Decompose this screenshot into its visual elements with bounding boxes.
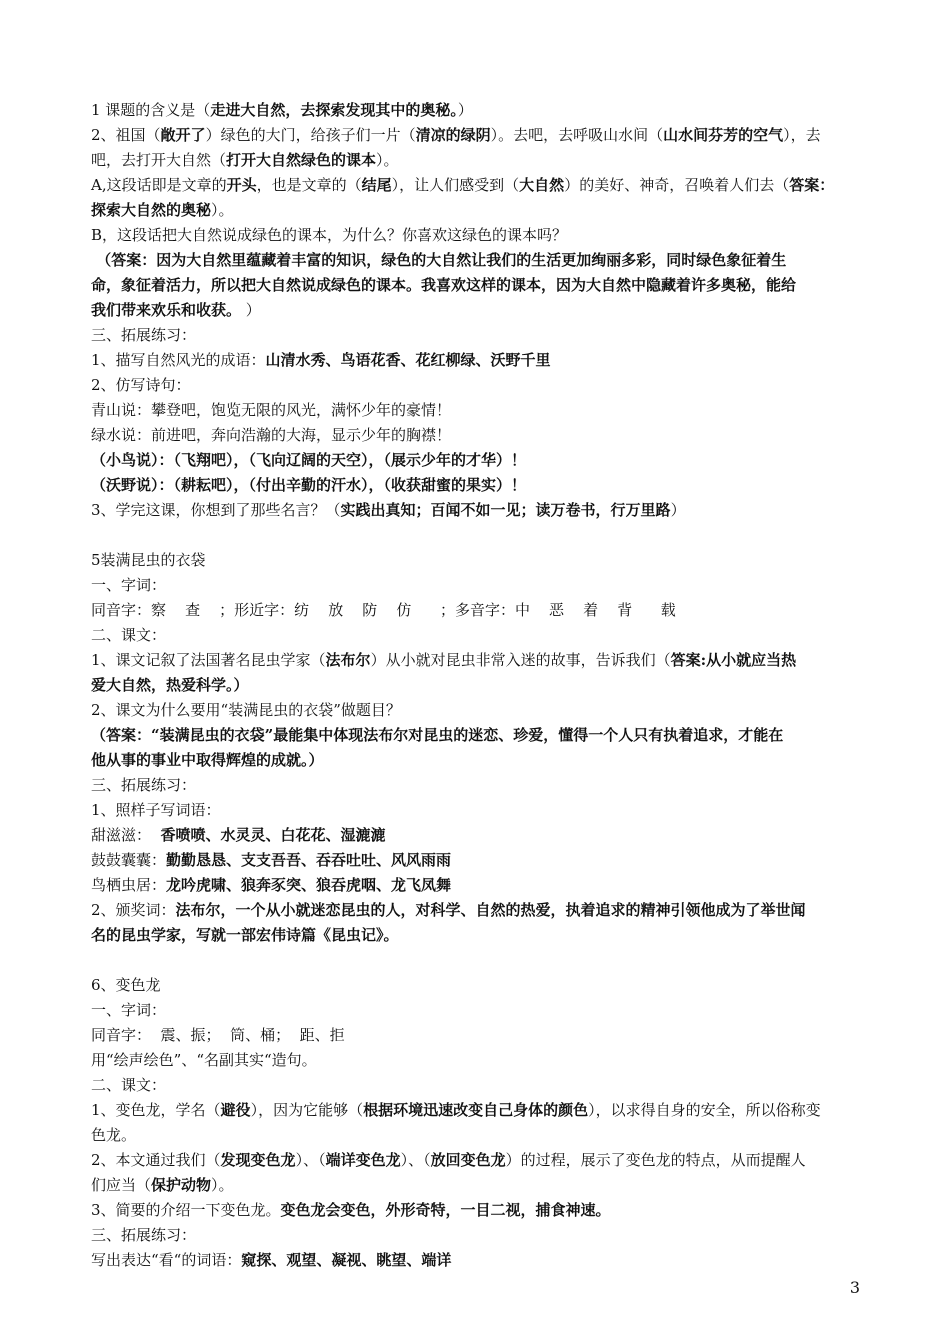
text-line [91,1173,867,1198]
text-segment: ），因为它能够（ [250,1101,364,1119]
text-segment: 鼓鼓囊囊： [91,851,167,869]
answer-text: 答案:从小就应当热 [670,651,797,669]
text-line [91,1023,867,1048]
answer-text: 走进大自然，去探索发现其中的奥秘。 [210,101,458,119]
text-line [91,448,867,473]
text-segment: 绿水说：前进吧，奔向浩瀚的大海，显示少年的胸襟！ [91,426,452,444]
text-segment: A,这段话即是文章的 [91,176,227,194]
section-gap [91,948,867,973]
text-segment: 2、课文为什么要用“装满昆虫的衣袋”做题目？ [91,701,401,719]
page-number: 3 [849,1278,860,1297]
text-line [91,1098,867,1123]
text-segment: ）。 [376,151,399,169]
text-segment: 3、学完这课，你想到了那些名言？（ [91,501,341,519]
text-line [91,473,867,498]
text-line [91,398,867,423]
text-segment: 三、拓展练习： [91,1226,197,1244]
answer-text: 实践出真知；百闻不如一见；读万卷书，行万里路 [340,501,671,519]
text-line [91,748,867,773]
text-segment: 同音字：察 查 ；形近字：纺 放 防 仿 ；多音字：中 恶 着 背 载 [91,601,676,619]
text-segment: ，也是文章的（ [256,176,362,194]
answer-text: 保护动物 [151,1176,212,1194]
text-line [91,648,867,673]
answer-text: 我们带来欢乐和收获。 [91,301,242,319]
text-line [91,873,867,898]
text-segment: 2、祖国（ [91,126,161,144]
text-segment: ）。去吧，去呼吸山水间（ [490,126,664,144]
answer-text: 勤勤恳恳、支支吾吾、吞吞吐吐、风风雨雨 [166,851,452,869]
text-line [91,623,867,648]
text-segment: ）的美好、神奇，召唤着人们去（ [564,176,790,194]
answer-text: 他从事的事业中取得辉煌的成就。） [91,751,324,769]
text-segment: 3、简要的介绍一下变色龙。 [91,1201,281,1219]
answer-text: 龙吟虎啸、狼奔豕突、狼吞虎咽、龙飞凤舞 [166,876,452,894]
text-line [91,348,867,373]
text-segment: 1、描写自然风光的成语： [91,351,266,369]
text-line [91,1048,867,1073]
text-segment: ），让人们感受到（ [391,176,520,194]
text-line [91,673,867,698]
answer-text: 结尾 [361,176,392,194]
text-line [91,598,867,623]
text-line [91,273,867,298]
text-line [91,973,867,998]
text-segment: ） [241,301,261,319]
text-line [91,323,867,348]
text-segment: 1、课文记叙了法国著名昆虫学家（ [91,651,326,669]
text-segment: 5装满昆虫的衣袋 [91,551,206,569]
answer-text: 山清水秀、鸟语花香、花红柳绿、沃野千里 [265,351,551,369]
text-line [91,98,867,123]
text-line [91,548,867,573]
text-segment: ）、（ [400,1151,431,1169]
text-segment: ）、（ [295,1151,326,1169]
answer-text: 法布尔，一个从小就迷恋昆虫的人，对科学、自然的热爱，执着追求的精神引领他成为了举世闻 [175,901,806,919]
answer-text: 开头 [226,176,257,194]
text-segment: 三、拓展练习： [91,326,197,344]
answer-text: 法布尔 [325,651,371,669]
text-line [91,773,867,798]
answer-text: 山水间芬芳的空气 [663,126,784,144]
text-line [91,898,867,923]
text-segment: 写出表达“看“的词语： [91,1251,242,1269]
text-segment: ）绿色的大门，给孩子们一片（ [205,126,416,144]
text-line [91,123,867,148]
text-line [91,498,867,523]
answer-text: （沃野说）：（耕耘吧），（付出辛勤的汗水），（收获甜蜜的果实）！ [91,476,527,494]
text-segment: ） [457,101,473,119]
answer-text: 发现变色龙 [220,1151,296,1169]
text-segment: ）的过程，展示了变色龙的特点，从而提醒人 [505,1151,806,1169]
text-segment: 用“绘声绘色”、“名副其实“造句。 [91,1051,317,1069]
answer-text: 窥探、观望、凝视、眺望、端详 [241,1251,452,1269]
answer-text: （答案：因为大自然里蕴藏着丰富的知识，绿色的大自然让我们的生活更加绚丽多彩，同时绿色象征着生 [91,251,787,269]
text-segment: ）从小就对昆虫非常入迷的故事，告诉我们（ [370,651,671,669]
text-line [91,798,867,823]
text-segment: 同音字： 震、振； 筒、桶； 距、拒 [91,1026,345,1044]
text-segment: 二、课文： [91,1076,167,1094]
answer-text: 避役 [220,1101,251,1119]
text-line [91,573,867,598]
text-line [91,1248,867,1273]
text-segment: 1、照样子写词语： [91,801,221,819]
text-segment: ），以求得自身的安全，所以俗称变 [588,1101,821,1119]
text-segment: 2、颁奖词： [91,901,176,919]
text-segment: B，这段话把大自然说成绿色的课本，为什么？你喜欢这绿色的课本吗？ [91,226,568,244]
text-segment: ）。 [211,201,234,219]
text-segment: ）。 [211,1176,234,1194]
answer-text: 根据环境迅速改变自己身体的颜色 [363,1101,589,1119]
text-line [91,848,867,873]
answer-text: 答案： [789,176,835,194]
answer-text: 爱大自然，热爱科学。） [91,676,249,694]
text-line [91,998,867,1023]
text-line [91,423,867,448]
text-line [91,248,867,273]
text-line [91,1198,867,1223]
text-segment: 色龙。 [91,1126,137,1144]
text-line [91,198,867,223]
text-segment: 1、变色龙，学名（ [91,1101,221,1119]
text-segment: 6、变色龙 [91,976,161,994]
answer-text: 命，象征着活力，所以把大自然说成绿色的课本。我喜欢这样的课本，因为大自然中隐藏着许多奥秘，能给 [91,276,797,294]
text-segment: ） [670,501,686,519]
text-segment: 三、拓展练习： [91,776,197,794]
section-gap [91,523,867,548]
answer-text: 香喷喷、水灵灵、白花花、湿漉漉 [160,826,386,844]
text-line [91,223,867,248]
answer-text: 探索大自然的奥秘 [91,201,212,219]
text-segment: 二、课文： [91,626,167,644]
text-line [91,298,867,323]
answer-text: 敞开了 [160,126,206,144]
text-line [91,1148,867,1173]
answer-text: 名的昆虫学家，写就一部宏伟诗篇《昆虫记》。 [91,926,399,944]
text-line [91,698,867,723]
answer-text: 放回变色龙 [430,1151,506,1169]
text-segment: ），去 [783,126,821,144]
text-segment: 2、仿写诗句： [91,376,191,394]
document-body [91,98,867,1273]
text-segment: 们应当（ [91,1176,152,1194]
text-segment: 吧，去打开大自然（ [91,151,227,169]
text-line [91,1073,867,1098]
text-line [91,723,867,748]
text-line [91,1223,867,1248]
text-line [91,148,867,173]
answer-text: 端详变色龙 [325,1151,401,1169]
answer-text: 打开大自然绿色的课本 [226,151,377,169]
answer-text: （小鸟说）：（飞翔吧），（飞向辽阔的天空），（展示少年的才华）！ [91,451,527,469]
text-segment: 青山说：攀登吧，饱览无限的风光，满怀少年的豪情！ [91,401,452,419]
text-line [91,173,867,198]
text-segment: 2、本文通过我们（ [91,1151,221,1169]
text-segment: 甜滋滋： [91,826,161,844]
answer-text: 清凉的绿阴 [415,126,491,144]
text-segment: 1 课题的含义是（ [91,101,211,119]
answer-text: 变色龙会变色，外形奇特，一目二视，捕食神速。 [280,1201,611,1219]
answer-text: 大自然 [519,176,565,194]
text-segment: 鸟栖虫居： [91,876,167,894]
text-segment: 一、字词： [91,576,167,594]
answer-text: （答案：“装满昆虫的衣袋”最能集中体现法布尔对昆虫的迷恋、珍爱，懂得一个人只有执着追求，才能在 [91,726,784,744]
text-line [91,823,867,848]
text-line [91,373,867,398]
text-segment: 一、字词： [91,1001,167,1019]
text-line [91,923,867,948]
text-line [91,1123,867,1148]
